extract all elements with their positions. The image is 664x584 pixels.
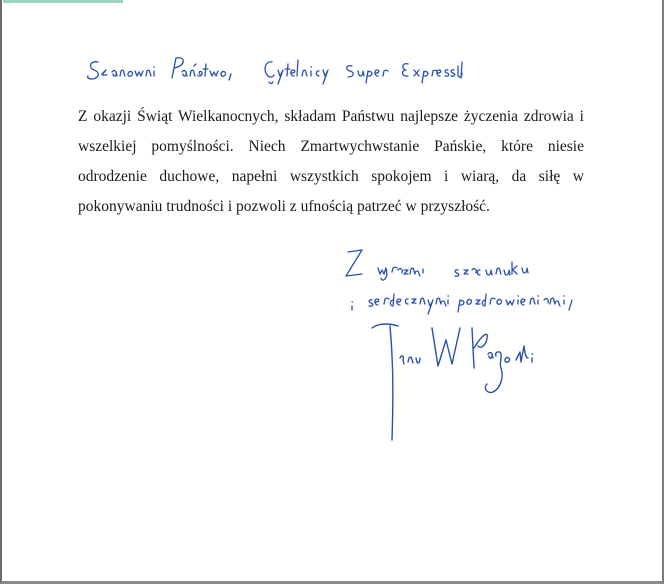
signature-handwriting	[370, 318, 570, 448]
handwritten-salutation	[86, 52, 466, 97]
letter-body	[78, 102, 584, 222]
letter-body-paragraph: Z okazji Świąt Wielkanocnych, składam Państwu najlepsze życzenia zdrowia i wszelkiej pomyślności. Niech Zmartwychwstanie Pańskie, które niesie odrodzenie duchowe, napełni wszystkich spokojem i wiarą, da siłę w pokonywaniu trudności i pozwoli z ufnością patrzeć w przyszłość.	[78, 108, 584, 215]
salutation-handwriting	[86, 52, 466, 92]
signature	[370, 318, 570, 453]
handwritten-closing	[340, 238, 600, 323]
top-edge-accent	[3, 0, 123, 3]
closing-handwriting	[340, 238, 600, 318]
